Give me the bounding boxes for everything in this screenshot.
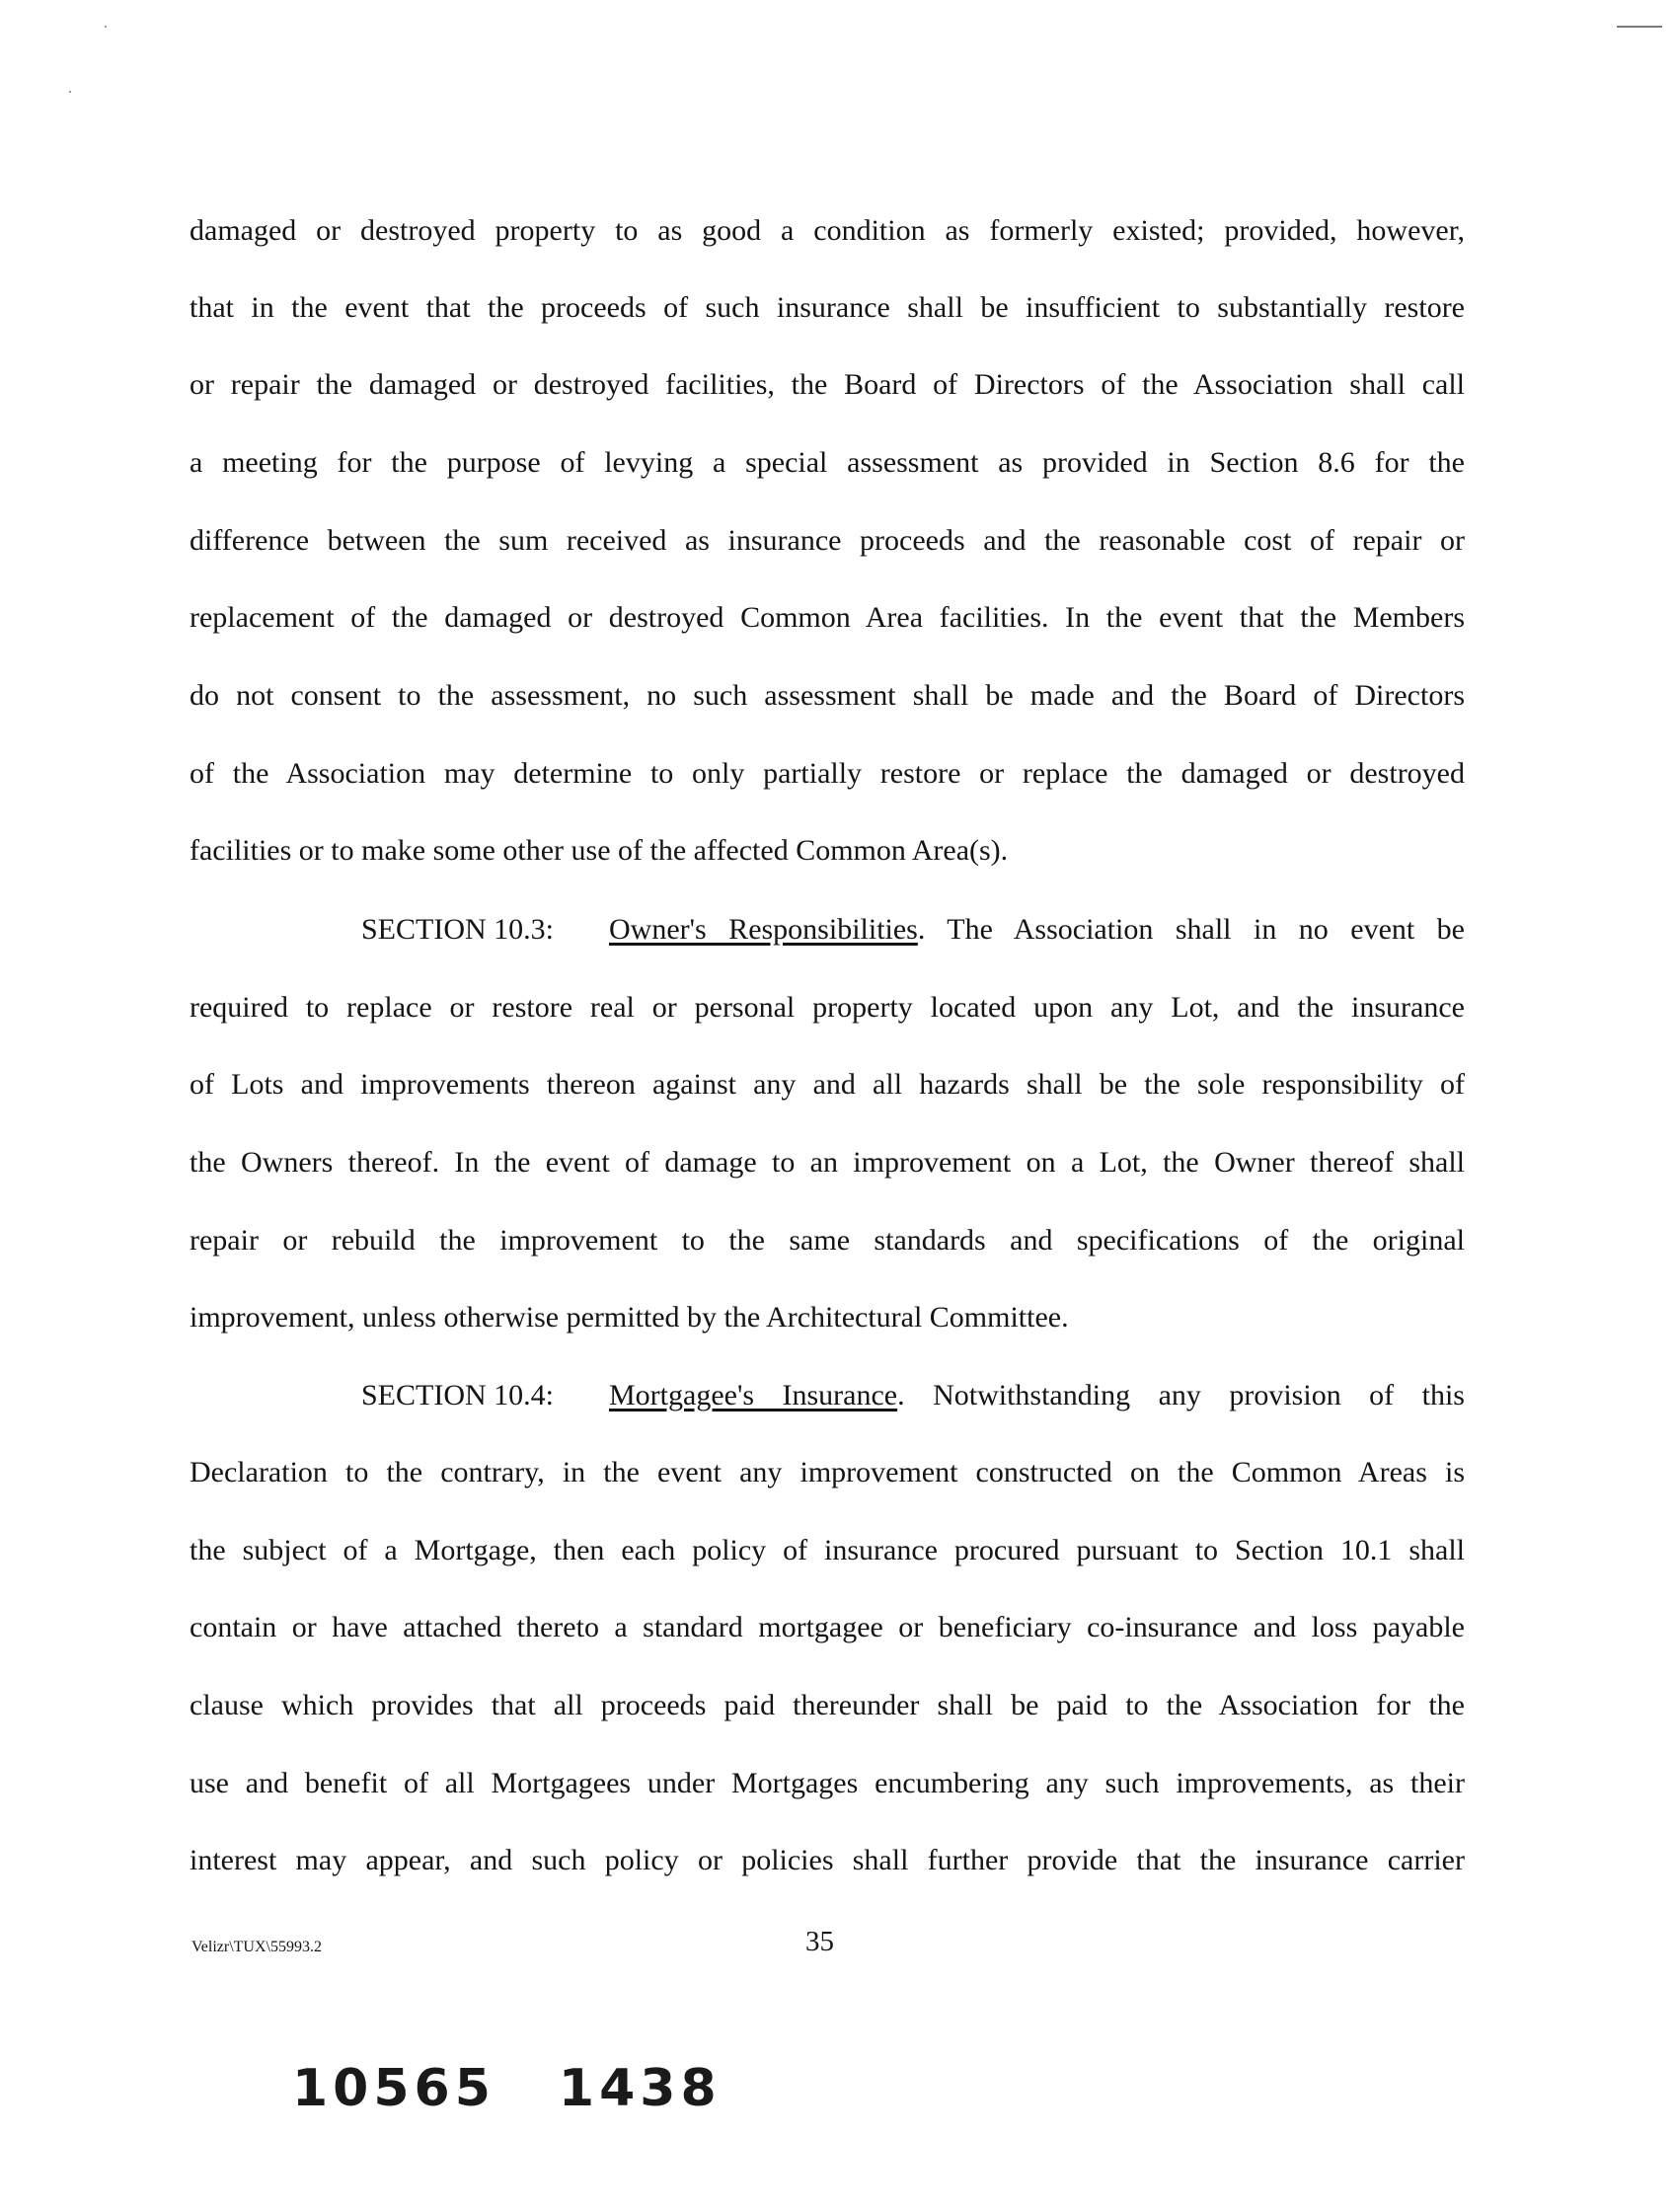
paragraph-line: facilities or to make some other use of the affected Common Area(s). (190, 834, 1009, 867)
section-number: SECTION 10.3: (361, 913, 554, 946)
paragraph-line: do not consent to the assessment, no such assessment shall be made and the Board of Directors (190, 679, 1465, 712)
paragraph-line: repair or rebuild the improvement to the same standards and specifications of the original (190, 1224, 1465, 1257)
paragraph-line: a meeting for the purpose of levying a special assessment as provided in Section 8.6 for the (190, 446, 1465, 479)
section-heading: Mortgagee's Insurance (609, 1379, 898, 1411)
paragraph-line: that in the event that the proceeds of such insurance shall be insufficient to substantially restore (190, 291, 1465, 324)
paragraph-line: the Owners thereof. In the event of damage to an improvement on a Lot, the Owner thereof shall (190, 1146, 1465, 1179)
paragraph-line: damaged or destroyed property to as good a condition as formerly existed; provided, however, (190, 214, 1465, 247)
section-heading-rest: . The Association shall in no event be (917, 913, 1465, 946)
paragraph-line: Declaration to the contrary, in the event any improvement constructed on the Common Areas is (190, 1456, 1465, 1488)
paragraph-line: clause which provides that all proceeds paid thereunder shall be paid to the Association for the (190, 1689, 1465, 1721)
paragraph-line: the subject of a Mortgage, then each policy of insurance procured pursuant to Section 10.1 shall (190, 1534, 1465, 1566)
page-number: 35 (805, 1926, 834, 1957)
paragraph-line: use and benefit of all Mortgagees under Mortgages encumbering any such improvements, as their (190, 1767, 1465, 1799)
scan-speck (69, 91, 71, 93)
paragraph-line: replacement of the damaged or destroyed Common Area facilities. In the event that the Members (190, 601, 1465, 634)
scan-edge-mark (1617, 26, 1662, 28)
section-10-3-heading-line (190, 910, 1465, 950)
paragraph-line: or repair the damaged or destroyed facilities, the Board of Directors of the Association shall call (190, 368, 1465, 401)
paragraph-line: difference between the sum received as insurance proceeds and the reasonable cost of repair or (190, 524, 1465, 557)
paragraph-line: required to replace or restore real or personal property located upon any Lot, and the insurance (190, 991, 1465, 1024)
section-heading-rest: . Notwithstanding any provision of this (897, 1379, 1465, 1411)
scan-speck (105, 26, 107, 28)
paragraph-line: interest may appear, and such policy or policies shall further provide that the insurance carrier (190, 1844, 1465, 1876)
section-number: SECTION 10.4: (361, 1379, 554, 1411)
recording-stamp (292, 2059, 722, 2118)
section-heading: Owner's Responsibilities (609, 913, 918, 946)
paragraph-line: of the Association may determine to only partially restore or replace the damaged or destroyed (190, 757, 1465, 790)
paragraph-line: contain or have attached thereto a standard mortgagee or beneficiary co-insurance and loss payable (190, 1611, 1465, 1643)
paragraph-line: of Lots and improvements thereon against any and all hazards shall be the sole responsibility of (190, 1068, 1465, 1101)
paragraph-line: improvement, unless otherwise permitted by the Architectural Committee. (190, 1301, 1069, 1334)
stamp-book-number: 10565 (292, 2059, 495, 2118)
stamp-page-number: 1438 (558, 2059, 722, 2118)
footer-file-id: Velizr\TUX\55993.2 (191, 1939, 322, 1955)
section-10-4-heading-line (190, 1376, 1465, 1415)
